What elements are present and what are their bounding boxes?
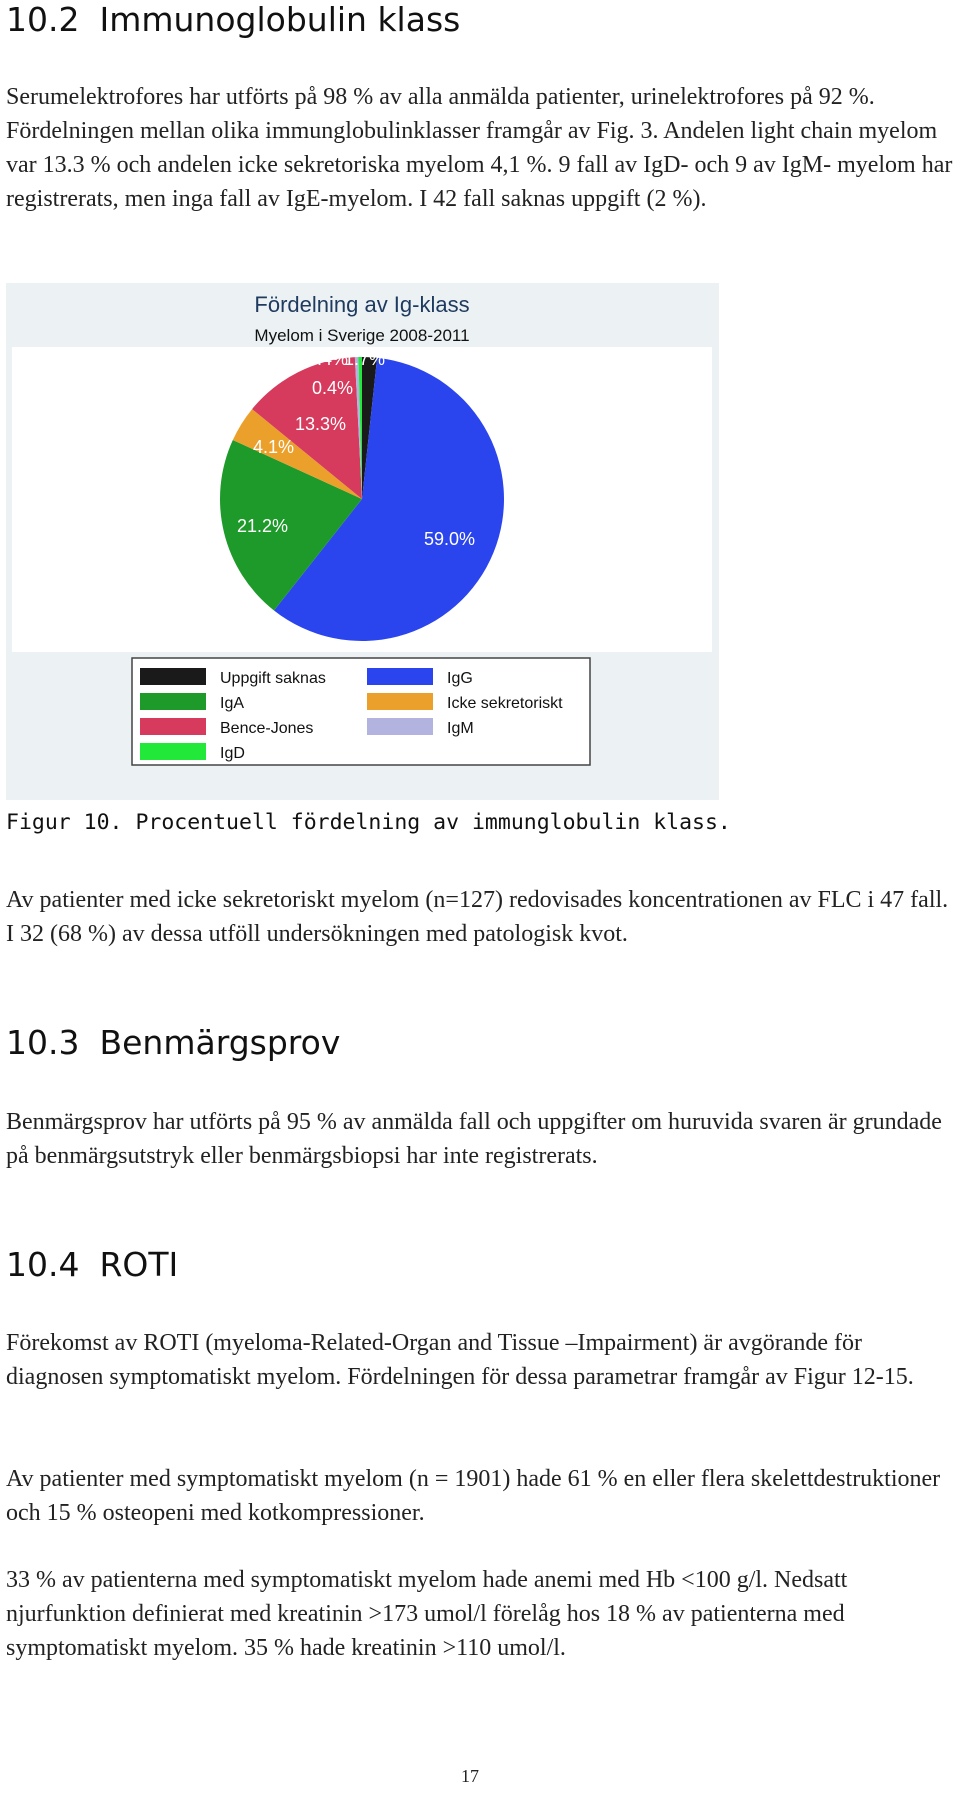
paragraph-flc: Av patienter med icke sekretoriskt myelom (n=127) redovisades koncentrationen av FLC i 47 fall. I 32 (68 %) av dessa utföll undersökningen med patologisk kvot. [6, 887, 949, 947]
page-number: 17 [461, 1766, 479, 1786]
section-number: 10.3 [6, 1023, 80, 1062]
legend-swatch-uppgift-saknas [140, 668, 206, 685]
pie-chart [6, 283, 719, 800]
legend-swatch-igd [140, 743, 206, 760]
slice-label-igg: 59.0% [424, 529, 476, 549]
chart-title: Fördelning av Ig-klass [254, 292, 470, 317]
legend-label-iga: IgA [220, 695, 245, 712]
legend-swatch-igm [367, 718, 433, 735]
legend-swatch-icke-sekretoriskt [367, 693, 433, 710]
legend-label-bence-jones: Bence-Jones [220, 720, 314, 737]
paragraph-benmargsprov: Benmärgsprov har utförts på 95 % av anmälda fall och uppgifter om huruvida svaren är grundade på benmärgsutstryk eller benmärgsbiopsi har inte registrerats. [6, 1109, 942, 1169]
slice-label-bence-jones: 13.3% [295, 414, 347, 434]
slice-label-igd: 0.4% [312, 378, 354, 398]
section-title: Benmärgsprov [99, 1023, 341, 1062]
slice-label-icke-sekretoriskt: 4.1% [253, 437, 295, 457]
figure-caption: Figur 10. Procentuell fördelning av immunglobulin klass. [6, 810, 731, 835]
legend-label-igd: IgD [220, 745, 245, 762]
legend-label-igm: IgM [447, 720, 474, 737]
pie-chart-figure [6, 283, 719, 800]
slice-label-uppgift-saknas: 1.7% [344, 349, 386, 369]
paragraph-roti-intro: Förekomst av ROTI (myeloma-Related-Organ and Tissue –Impairment) är avgörande för diagnosen symptomatiskt myelom. Fördelningen för dessa parametrar framgår av Figur 12-15. [6, 1330, 914, 1390]
legend-label-igg: IgG [447, 670, 473, 687]
paragraph-roti-anemia: 33 % av patienterna med symptomatiskt myelom hade anemi med Hb <100 g/l. Nedsatt njurfunktion definierat med kreatinin >173 umol/l förelåg hos 18 % av patienterna med symptomatiskt myelom. 35 % hade kreatinin >110 umol/l. [6, 1567, 848, 1661]
chart-subtitle: Myelom i Sverige 2008-2011 [254, 326, 470, 345]
section-number: 10.2 [6, 0, 80, 39]
pie-slices [220, 357, 504, 641]
section-title: ROTI [99, 1245, 179, 1284]
legend-swatch-iga [140, 693, 206, 710]
paragraph-immunoglobulin: Serumelektrofores har utförts på 98 % av alla anmälda patienter, urinelektrofores på 92 %. Fördelningen mellan olika immunglobulinklasser framgår av Fig. 3. Andelen light chain myelom var 13.3 % och andelen icke sekretoriska myelom 4,1 %. 9 fall av IgD- och 9 av IgM- myelom har registrerats, men inga fall av IgE-myelom. I 42 fall saknas uppgift (2 %). [6, 84, 953, 212]
slice-label-iga: 21.2% [237, 516, 289, 536]
legend-swatch-igg [367, 668, 433, 685]
section-heading-10-4 [6, 1245, 178, 1284]
section-heading-10-3 [6, 1023, 340, 1062]
section-number: 10.4 [6, 1245, 80, 1284]
section-title: Immunoglobulin klass [99, 0, 461, 39]
paragraph-roti-skeleton: Av patienter med symptomatiskt myelom (n = 1901) hade 61 % en eller flera skelettdestruktioner och 15 % osteopeni med kotkompressioner. [6, 1466, 941, 1526]
legend-label-icke-sekretoriskt: Icke sekretoriskt [447, 695, 563, 712]
slice-label-igm: 0.4% [307, 349, 349, 369]
section-heading-10-2 [6, 0, 460, 39]
legend-label-uppgift-saknas: Uppgift saknas [220, 670, 326, 687]
legend-swatch-bence-jones [140, 718, 206, 735]
